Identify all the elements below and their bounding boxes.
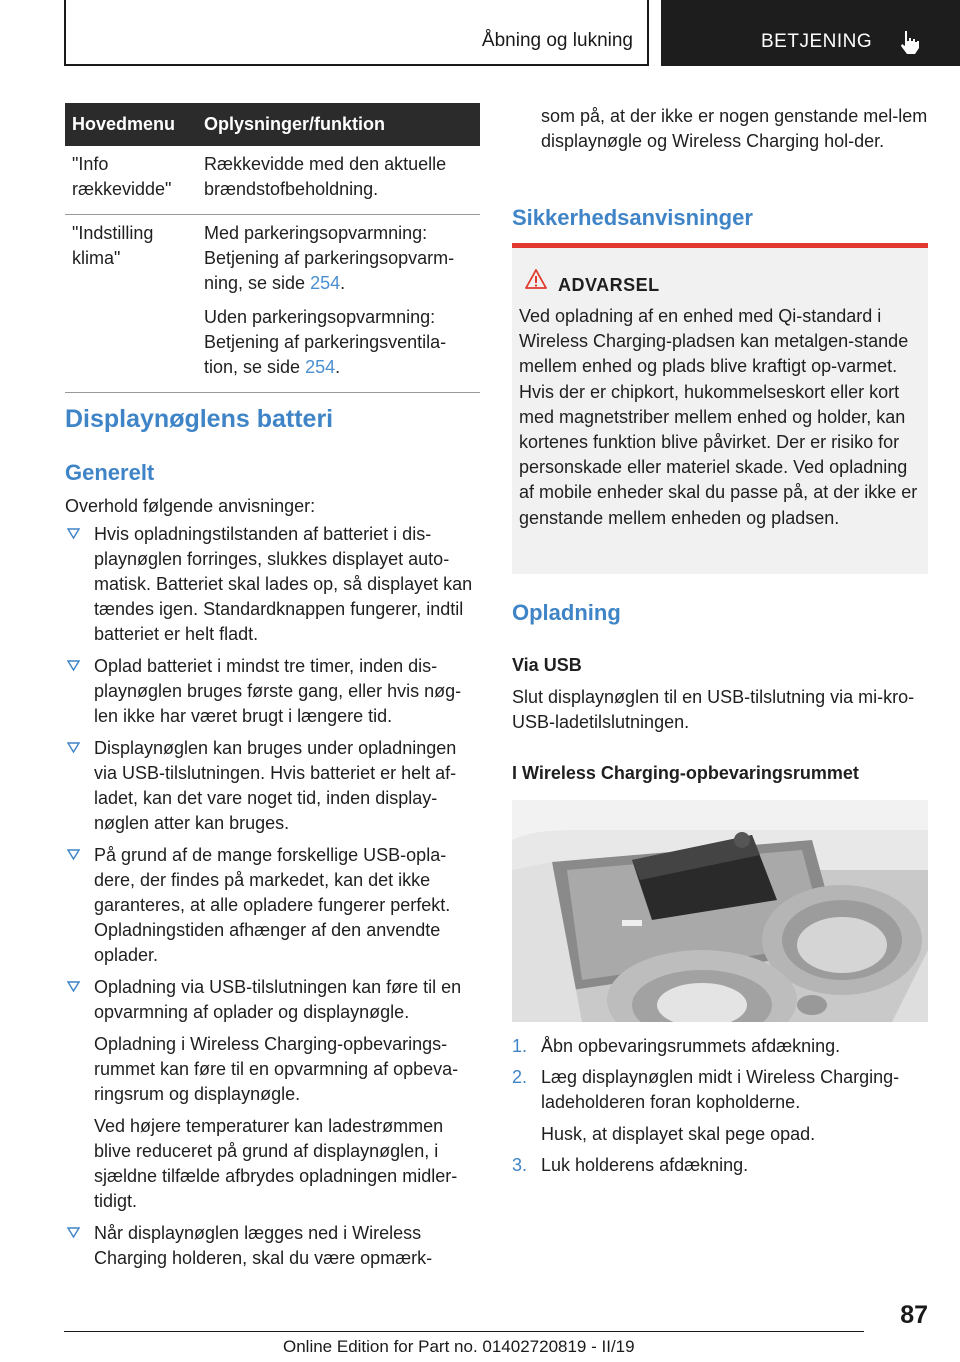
triangle-bullet-icon bbox=[67, 659, 80, 672]
bullet-text: Displaynøglen kan bruges under opladningen via USB-tilslutningen. Hvis batteriet er helt af-ladet, kan det vare noget tid, inden display-nøglen atter kan bruges. bbox=[94, 738, 457, 833]
charging-steps-list bbox=[512, 1034, 928, 1184]
charging-heading: Opladning bbox=[512, 600, 621, 625]
continuation-text: som på, at der ikke er nogen genstande mel-lem displaynøgle og Wireless Charging hol-der. bbox=[541, 106, 928, 151]
warning-triangle-icon bbox=[524, 268, 548, 290]
list-item bbox=[512, 1065, 928, 1147]
table-cell-info: Rækkevidde med den aktuelle brændstofbeholdning. bbox=[197, 146, 480, 215]
list-item bbox=[512, 1153, 928, 1178]
list-item bbox=[65, 1221, 480, 1271]
step-number: 3. bbox=[512, 1155, 528, 1175]
list-item bbox=[512, 1034, 928, 1059]
bullet-text: Oplad batteriet i mindst tre timer, inden dis-playnøglen bruges første gang, eller hvis nøg-len ikke har været brugt i længere tid. bbox=[94, 656, 462, 726]
warning-label: ADVARSEL bbox=[558, 275, 660, 295]
triangle-bullet-icon bbox=[67, 848, 80, 861]
step-text: Åbn opbevaringsrummets afdækning. bbox=[541, 1036, 841, 1056]
footer-edition: Online Edition for Part no. 01402720819 - II/19 bbox=[283, 1337, 635, 1356]
header-section-box bbox=[64, 0, 649, 66]
step-number: 1. bbox=[512, 1036, 528, 1056]
general-subheading: Generelt bbox=[65, 460, 155, 485]
triangle-bullet-icon bbox=[67, 980, 80, 993]
menu-info-table bbox=[65, 103, 480, 393]
header-chapter-title: BETJENING bbox=[761, 31, 873, 52]
list-item bbox=[65, 843, 480, 968]
page-link[interactable]: 254 bbox=[310, 273, 341, 293]
list-item bbox=[65, 736, 480, 836]
list-item bbox=[65, 522, 480, 647]
wireless-charging-compartment-image bbox=[512, 800, 928, 1022]
step-note: Husk, at displayet skal pege opad. bbox=[541, 1124, 816, 1144]
usb-text: Slut displaynøglen til en USB-tilslutning via mi-kro-USB-ladetilslutningen. bbox=[512, 687, 915, 732]
page-number: 87 bbox=[900, 1301, 928, 1329]
bullet-subparagraph: Opladning i Wireless Charging-opbevarings-rummet kan føre til en opvarmning af opbeva-ringsrum og displaynøgle. bbox=[94, 1034, 459, 1104]
bullet-text: Når displaynøglen lægges ned i Wireless Charging holderen, skal du være opmærk- bbox=[94, 1223, 433, 1268]
info-text: . bbox=[335, 357, 341, 377]
table-row bbox=[65, 215, 480, 393]
info-text: . bbox=[340, 273, 346, 293]
battery-intro: Overhold følgende anvisninger: bbox=[65, 496, 316, 516]
bullet-subparagraph: Ved højere temperaturer kan ladestrømmen blive reduceret på grund af displaynøglen, i sjældne tilfælde afbrydes opladningen midler-tidigt. bbox=[94, 1116, 458, 1211]
list-item bbox=[65, 975, 480, 1214]
table-header-row bbox=[65, 103, 480, 146]
table-header-cell: Oplysninger/funktion bbox=[197, 103, 480, 146]
triangle-bullet-icon bbox=[67, 1226, 80, 1239]
warning-text: Ved opladning af en enhed med Qi-standard i Wireless Charging-pladsen kan metalgen-stande mellem enhed og plads blive kraftigt op-varmet. Hvis der er chipkort, hukommelseskort eller kort med magnetstriber mellem enhed og holder, kan kortenes funktion blive påvirket. Der er risiko for personskade eller materiel skade. Ved opladning af mobile enheder skal du passe på, at der ikke er genstande mellem enheden og pladsen. bbox=[519, 306, 918, 528]
bullet-text: På grund af de mange forskellige USB-opla-dere, der findes på markedet, kan det ikke garanteres, at alle opladere fungerer perfekt. Opladningstiden afhænger af den anvendte oplader. bbox=[94, 845, 451, 965]
hand-pointer-icon bbox=[896, 28, 924, 56]
step-number: 2. bbox=[512, 1067, 528, 1087]
page-link[interactable]: 254 bbox=[305, 357, 336, 377]
table-cell-info bbox=[197, 215, 480, 393]
table-header-cell: Hovedmenu bbox=[65, 103, 197, 146]
header-chapter-tab bbox=[661, 0, 960, 66]
battery-heading: Displaynøglens batteri bbox=[65, 405, 334, 433]
warning-box bbox=[512, 248, 928, 574]
info-text: Uden parkeringsopvarmning: Betjening af parkeringsventila-tion, se side bbox=[204, 307, 447, 377]
step-text: Læg displaynøglen midt i Wireless Charging-ladeholderen foran kopholderne. bbox=[541, 1067, 900, 1112]
battery-bullet-list bbox=[65, 522, 480, 1278]
wireless-subheading: I Wireless Charging-opbevaringsrummet bbox=[512, 763, 859, 783]
bullet-text: Opladning via USB-tilslutningen kan føre til en opvarmning af oplader og displaynøgle. bbox=[94, 977, 462, 1022]
table-row bbox=[65, 146, 480, 215]
info-text: Med parkeringsopvarmning: Betjening af parkeringsopvarm-ning, se side bbox=[204, 223, 455, 293]
bullet-text: Hvis opladningstilstanden af batteriet i dis-playnøglen forringes, slukkes displayet auto-matisk. Batteriet skal lades op, så displayet kan tændes igen. Standardknappen fungerer, indtil batteriet er helt fladt. bbox=[94, 524, 473, 644]
footer-divider bbox=[64, 1331, 864, 1332]
triangle-bullet-icon bbox=[67, 741, 80, 754]
step-text: Luk holderens afdækning. bbox=[541, 1155, 749, 1175]
table-cell-menu: "Info rækkevidde" bbox=[65, 146, 197, 215]
header-section-title: Åbning og lukning bbox=[481, 30, 633, 51]
usb-subheading: Via USB bbox=[512, 655, 582, 675]
safety-heading: Sikkerhedsanvisninger bbox=[512, 205, 753, 230]
list-item bbox=[65, 654, 480, 729]
triangle-bullet-icon bbox=[67, 527, 80, 540]
table-cell-menu: "Indstilling klima" bbox=[65, 215, 197, 393]
